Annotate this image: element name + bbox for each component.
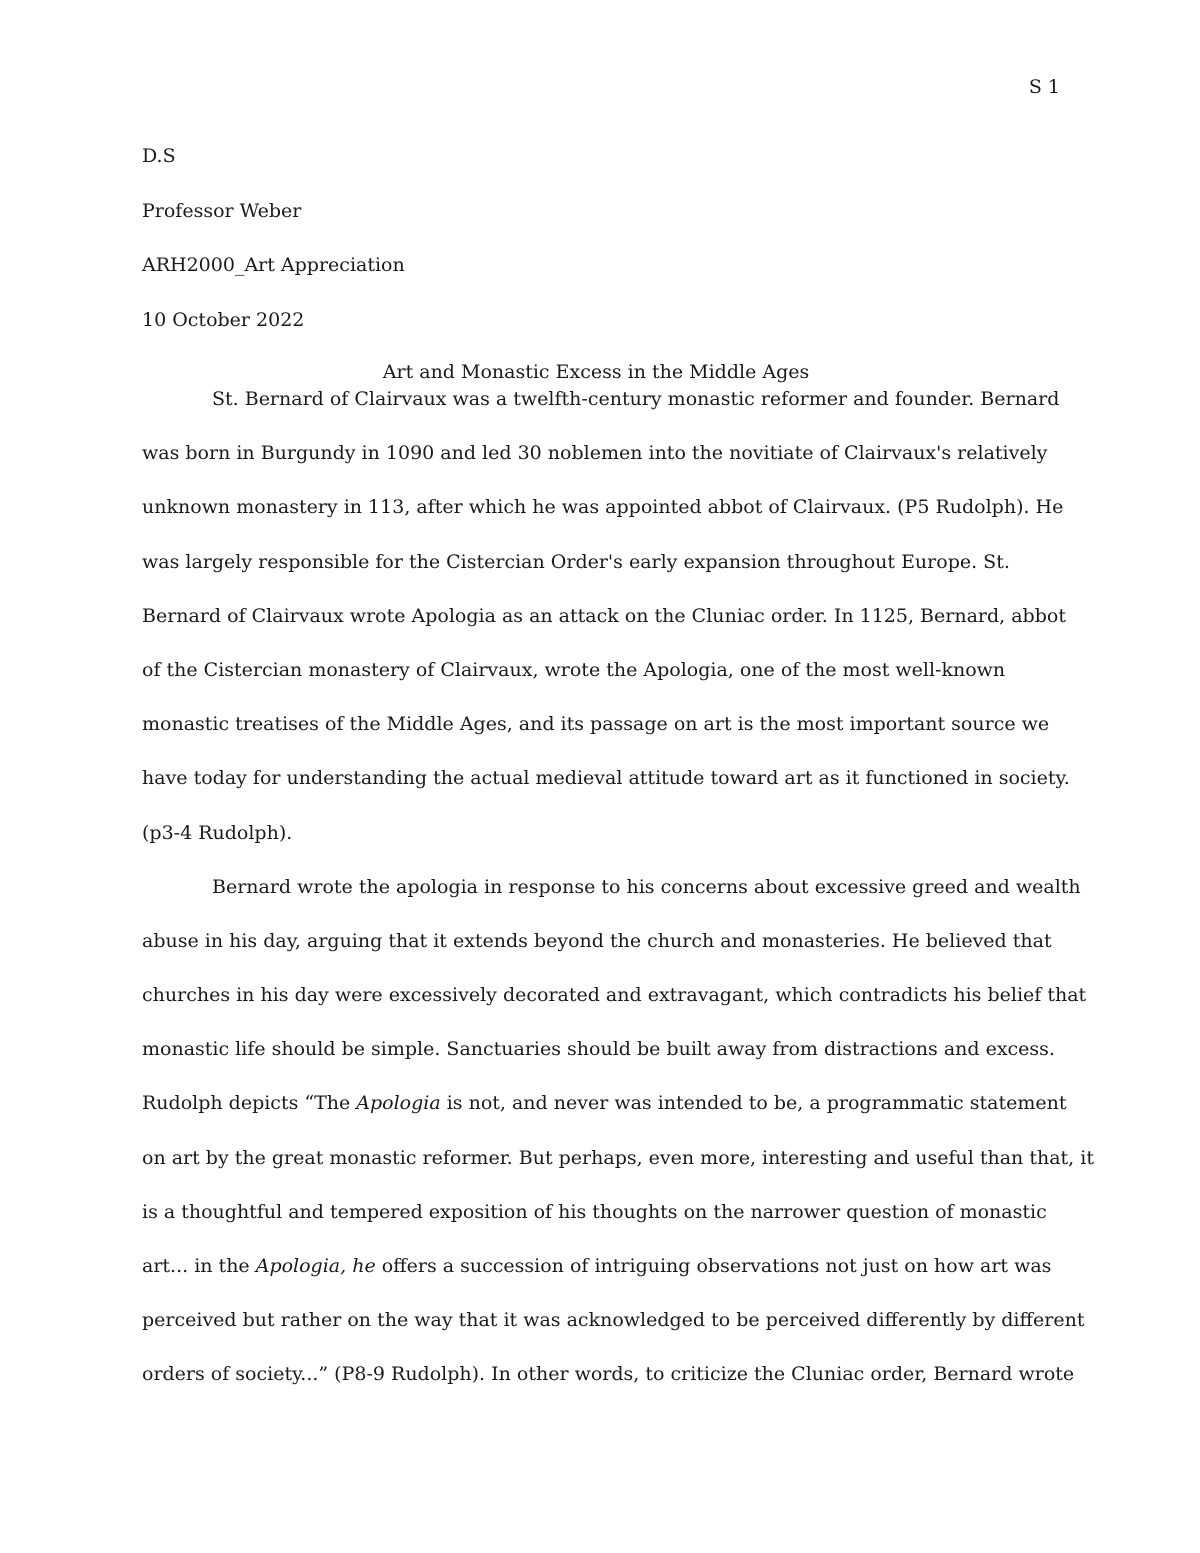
text-line: churches in his day were excessively decorated and extravagant, which contradicts his belief that (142, 984, 1087, 1007)
text-line: was largely responsible for the Cistercian Order's early expansion throughout Europe. St. (142, 550, 1010, 573)
essay-title: Art and Monastic Excess in the Middle Ages (382, 361, 810, 383)
text-line: is a thoughtful and tempered exposition of his thoughts on the narrower question of monastic (142, 1200, 1047, 1223)
text-line: orders of society...” (P8-9 Rudolph). In other words, to criticize the Cluniac order, Bernard wrote (142, 1363, 1075, 1386)
text-span: is not, and never was intended to be, a programmatic statement (440, 1092, 1067, 1115)
paragraph-1 (142, 386, 1070, 874)
text-span: Rudolph depicts “The (142, 1092, 357, 1115)
text-line: have today for understanding the actual medieval attitude toward art as it functioned in society. (142, 767, 1070, 790)
author-name: D.S (142, 145, 176, 167)
mla-heading (142, 143, 405, 361)
text-line: Bernard wrote the apologia in response to his concerns about excessive greed and wealth (212, 875, 1081, 898)
text-span: offers a succession of intriguing observations not just on how art was (375, 1255, 1052, 1277)
italic-title: Apologia, he (255, 1255, 376, 1277)
text-line: St. Bernard of Clairvaux was a twelfth-century monastic reformer and founder. Bernard (212, 388, 1060, 410)
text-line: abuse in his day, arguing that it extends beyond the church and monasteries. He believed that (142, 929, 1052, 952)
italic-title: Apologia (356, 1092, 441, 1115)
text-line: Bernard of Clairvaux wrote Apologia as an attack on the Cluniac order. In 1125, Bernard, abbot (142, 604, 1066, 627)
text-line: perceived but rather on the way that it was acknowledged to be perceived differently by different (142, 1309, 1085, 1332)
professor-name: Professor Weber (142, 199, 302, 222)
course-name: ARH2000_Art Appreciation (142, 254, 405, 276)
text-line: unknown monastery in 113, after which he was appointed abbot of Clairvaux. (P5 Rudolph). He (142, 496, 1064, 519)
text-line (142, 1253, 1062, 1307)
text-line: was born in Burgundy in 1090 and led 30 noblemen into the novitiate of Clairvaux's relatively (142, 442, 1048, 465)
text-line: monastic treatises of the Middle Ages, and its passage on art is the most important source we (142, 713, 1050, 736)
paragraph-2 (142, 874, 1094, 1416)
text-line (142, 1090, 1067, 1144)
text-line: of the Cistercian monastery of Clairvaux, wrote the Apologia, one of the most well-known (142, 658, 1006, 681)
essay-body (142, 386, 1094, 1416)
text-line: monastic life should be simple. Sanctuaries should be built away from distractions and excess. (142, 1038, 1055, 1061)
text-line: on art by the great monastic reformer. But perhaps, even more, interesting and useful than that, it (142, 1146, 1094, 1169)
page-number: S 1 (1028, 76, 1060, 98)
text-span: art... in the (142, 1255, 256, 1277)
date: 10 October 2022 (142, 308, 305, 331)
text-line: (p3-4 Rudolph). (142, 821, 293, 844)
